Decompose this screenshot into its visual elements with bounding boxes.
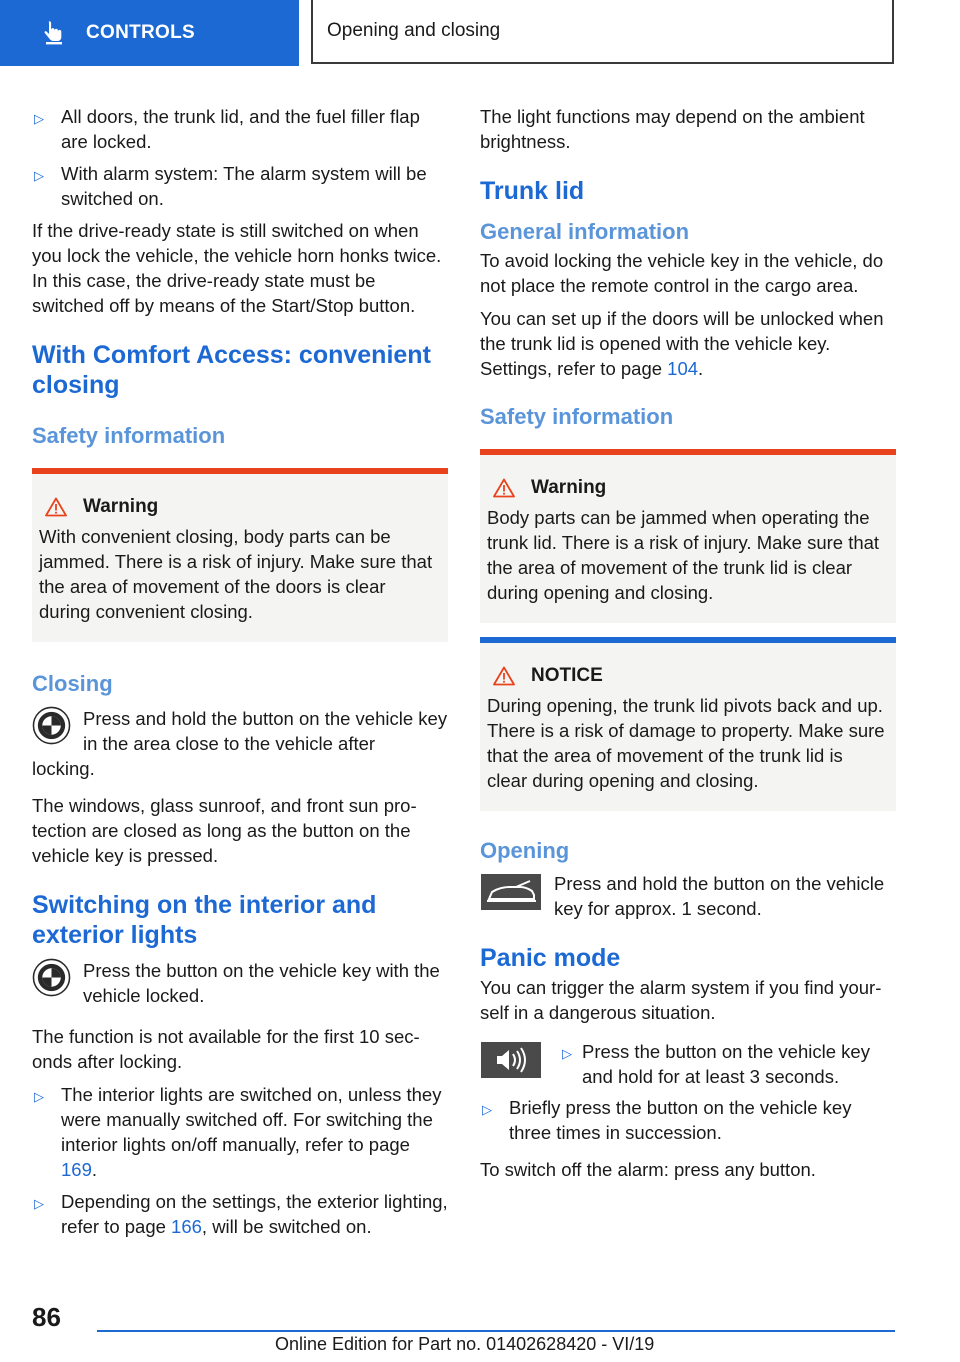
triangle-bullet-icon: ▷ [482,1102,492,1117]
chapter-title: Opening and closing [311,0,894,64]
paragraph-drive-ready: If the drive-ready state is still switched on when you lock the vehicle, the vehicle horn honks twice. In this case, the drive-ready state must be switched off by means of the Start/Stop button. [32,220,442,316]
lock-result-list [32,104,448,211]
warning-triangle-icon [493,478,515,498]
lights-instruction: Press the button on the vehicle key with the vehicle locked. [32,958,448,1008]
warning-text: Body parts can be jammed when operating the trunk lid. There is a risk of injury. Make sure that the area of movement of the trunk lid is clear during opening and closing. [487,507,880,603]
heading-lights: Switching on the interior and exterior lights [32,891,377,949]
paragraph-windows: The windows, glass sunroof, and front sun protection are closed as long as the button on the vehicle key is pressed. [32,795,417,866]
closing-instruction: Press and hold the button on the vehicle key in the area close to the vehicle after locking. [32,708,448,779]
warning-text: With convenient closing, body parts can be jammed. There is a risk of injury. Make sure that the area of movement of the doors is clear during convenient closing. [39,526,433,622]
warning-box [480,449,896,623]
section-tab [0,0,299,66]
triangle-bullet-icon: ▷ [34,1089,44,1104]
heading-panic-mode: Panic mode [480,944,621,972]
triangle-bullet-icon: ▷ [34,168,44,183]
bmw-key-button-icon [32,958,71,997]
notice-box [480,637,896,811]
page-number: 86 [32,1302,61,1332]
page-header [0,0,960,66]
edition-text: Online Edition for Part no. 01402628420 - VI/19 [275,1334,655,1354]
left-column [32,104,448,1246]
paragraph-switch-off: To switch off the alarm: press any button. [480,1159,816,1180]
heading-general-information: General information [480,219,690,244]
heading-safety-information: Safety information [480,404,674,429]
hand-pointer-icon [40,20,66,46]
heading-closing: Closing [32,671,113,696]
paragraph-light-functions: The light functions may depend on the ambient brightness. [480,106,865,152]
triangle-bullet-icon: ▷ [562,1046,572,1061]
warning-box [32,468,448,642]
paragraph-not-available: The function is not available for the first 10 seconds after locking. [32,1026,420,1072]
car-trunk-button-icon [480,873,542,911]
notice-triangle-icon [493,666,515,686]
page-link-169[interactable]: 169 [61,1159,92,1180]
right-column [480,104,896,1190]
section-label: CONTROLS [86,22,196,43]
list-item: ▷ The interior lights are switched on, unless they were manually switched off. For switching the interior lights on/off manually, refer to page 169. [34,1084,442,1180]
list-item: ▷ Depending on the settings, the exterior lighting, refer to page 166, will be switched on. [34,1191,448,1237]
warning-header: Warning [45,496,440,518]
heading-comfort-access: With Comfort Access: convenient closing [32,341,431,399]
notice-header: NOTICE [493,665,888,687]
opening-instruction: Press and hold the button on the vehicle key for approx. 1 second. [480,871,896,921]
list-item: ▷ With alarm system: The alarm system will be switched on. [34,163,427,209]
triangle-bullet-icon: ▷ [34,111,44,126]
warning-triangle-icon [45,497,67,517]
triangle-bullet-icon: ▷ [34,1196,44,1211]
paragraph-avoid-locking: To avoid locking the vehicle key in the vehicle, do not place the remote control in the cargo area. [480,250,884,296]
bmw-key-button-icon [32,706,71,745]
panic-instruction: ▷ Press the button on the vehicle key and hold for at least 3 seconds. [480,1039,896,1089]
paragraph-panic: You can trigger the alarm system if you find yourself in a dangerous situation. [480,977,882,1023]
list-item: ▷ All doors, the trunk lid, and the fuel filler flap are locked. [34,106,420,152]
heading-opening: Opening [480,838,570,863]
list-item: ▷ Briefly press the button on the vehicle key three times in succession. [482,1097,852,1143]
notice-text: During opening, the trunk lid pivots back and up. There is a risk of damage to property. Make sure that the area of movement of the trunk lid is clear during opening and closing. [487,695,885,791]
warning-header: Warning [493,477,888,499]
page-link-104[interactable]: 104 [667,358,699,379]
paragraph-setup: You can set up if the doors will be unlocked when the trunk lid is opened with the vehicle key. Settings, refer to page 104. [480,308,884,379]
lights-result-list [32,1082,448,1239]
heading-trunk-lid: Trunk lid [480,177,585,205]
panic-list [480,1095,896,1145]
footer-divider [97,1330,895,1332]
heading-safety-information: Safety information [32,423,226,448]
page-link-166[interactable]: 166 [171,1216,202,1237]
alarm-speaker-button-icon [480,1041,542,1079]
